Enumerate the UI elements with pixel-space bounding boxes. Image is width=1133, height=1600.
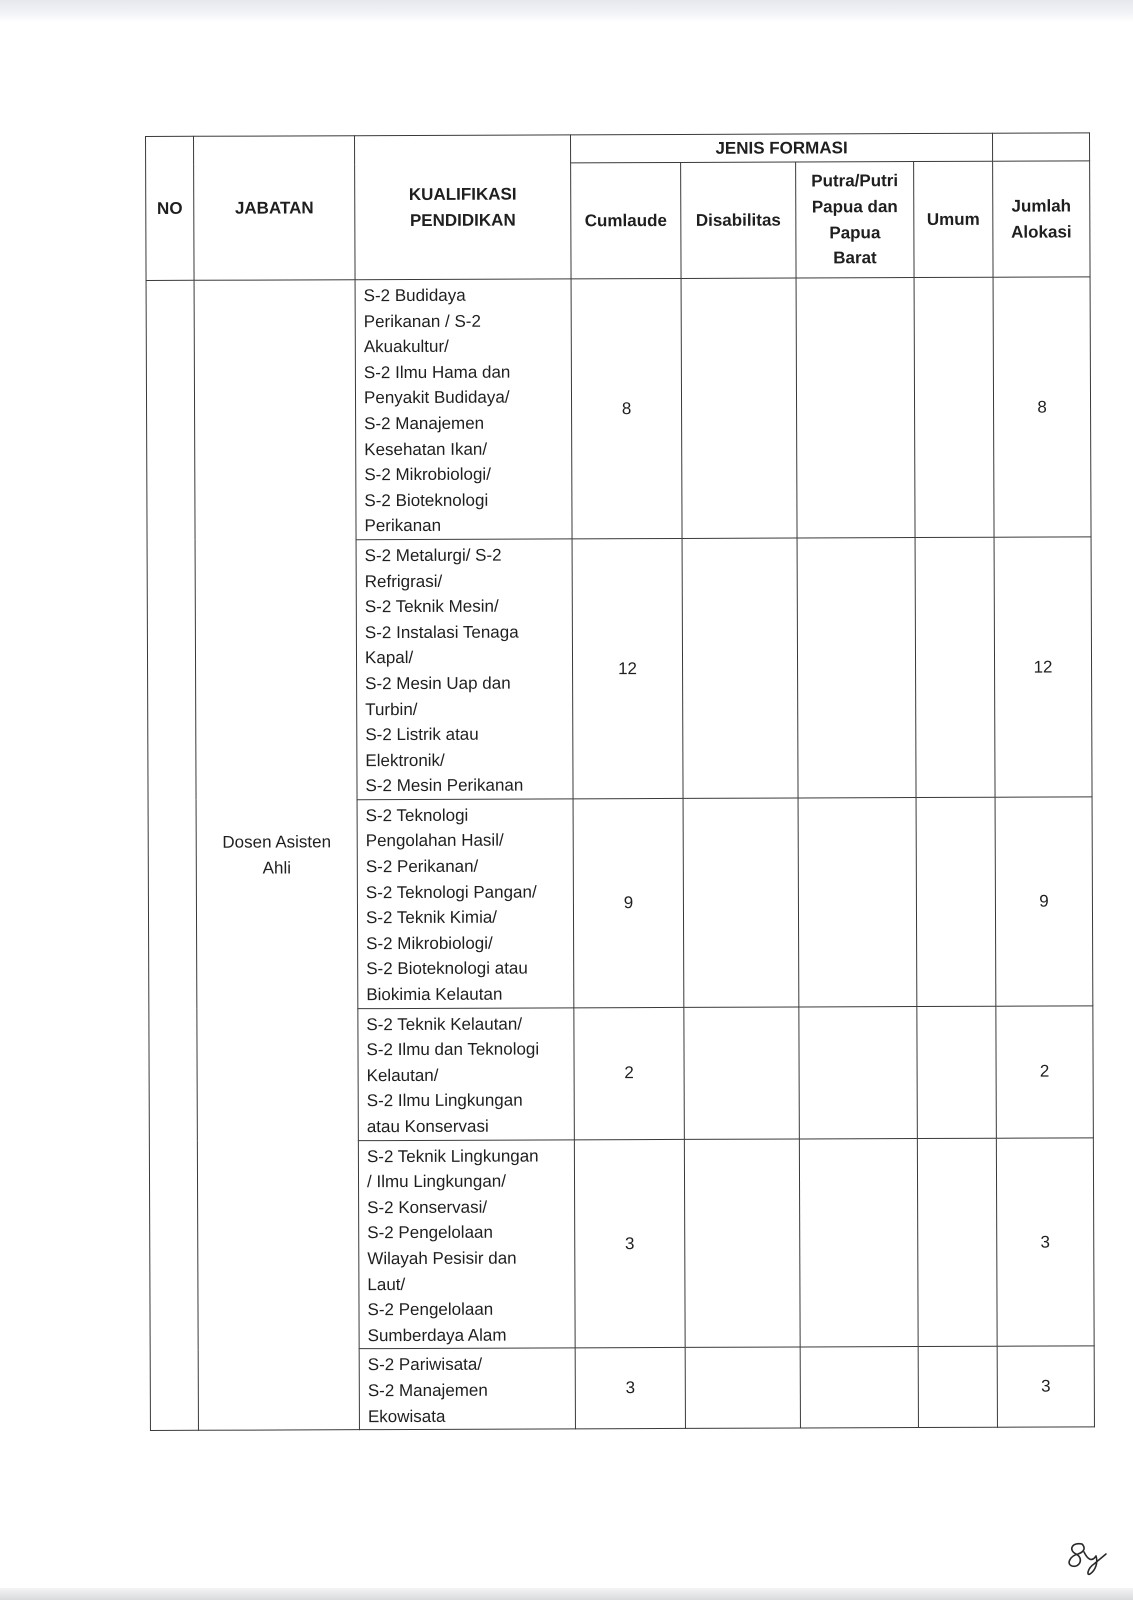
- jabatan-cell: Dosen Asisten Ahli: [194, 280, 359, 1431]
- disabilitas-cell: [684, 1139, 800, 1348]
- umum-cell: [914, 277, 994, 537]
- disabilitas-cell: [684, 1007, 800, 1139]
- papua-cell: [799, 1006, 918, 1138]
- cumlaude-cell: 2: [574, 1007, 685, 1139]
- header-blank-cell: [992, 133, 1089, 161]
- jumlah-alokasi-cell: 12: [994, 537, 1092, 797]
- header-jumlah-alokasi: Jumlah Alokasi: [993, 161, 1090, 277]
- umum-cell: [916, 797, 996, 1006]
- jumlah-alokasi-cell: 8: [993, 277, 1091, 537]
- scan-edge-bottom: [0, 1588, 1133, 1600]
- disabilitas-cell: [685, 1347, 800, 1428]
- cumlaude-cell: 3: [574, 1139, 685, 1348]
- cumlaude-cell: 9: [573, 798, 684, 1007]
- handwritten-signature-icon: [1062, 1538, 1110, 1578]
- papua-cell: [800, 1347, 918, 1428]
- header-disabilitas: Disabilitas: [681, 162, 796, 278]
- jumlah-alokasi-cell: 2: [996, 1005, 1094, 1137]
- kualifikasi-cell: S-2 Budidaya Perikanan / S-2 Akuakultur/ S-2 Ilmu Hama dan Penyakit Budidaya/ S-2 Manajemen Kesehatan Ikan/ S-2 Mikrobiologi/ S-2 Bioteknologi Perikanan: [355, 279, 572, 540]
- header-cumlaude: Cumlaude: [571, 162, 681, 278]
- disabilitas-cell: [682, 538, 798, 798]
- papua-cell: [799, 1138, 918, 1347]
- jumlah-alokasi-cell: 3: [996, 1137, 1094, 1346]
- disabilitas-cell: [681, 278, 797, 538]
- formasi-sheet: [145, 132, 1094, 1431]
- cumlaude-cell: 3: [575, 1348, 685, 1429]
- scan-edge-top: [0, 0, 1133, 22]
- kualifikasi-cell: S-2 Metalurgi/ S-2 Refrigrasi/ S-2 Teknik Mesin/ S-2 Instalasi Tenaga Kapal/ S-2 Mesin Uap dan Turbin/ S-2 Listrik atau Elektronik/ S-2 Mesin Perikanan: [356, 539, 573, 800]
- kualifikasi-cell: S-2 Pariwisata/ S-2 Manajemen Ekowisata: [359, 1348, 575, 1430]
- papua-cell: [797, 537, 916, 797]
- formasi-table: [145, 132, 1095, 1431]
- umum-cell: [915, 537, 995, 797]
- no-cell: [146, 280, 198, 1430]
- kualifikasi-cell: S-2 Teknologi Pengolahan Hasil/ S-2 Perikanan/ S-2 Teknologi Pangan/ S-2 Teknik Kimia/ S-2 Mikrobiologi/ S-2 Bioteknologi atau Biokimia Kelautan: [357, 799, 574, 1009]
- umum-cell: [917, 1006, 997, 1138]
- umum-cell: [918, 1347, 997, 1428]
- jumlah-alokasi-cell: 9: [995, 797, 1093, 1006]
- header-jenis-formasi: JENIS FORMASI: [570, 133, 992, 163]
- header-no: NO: [146, 136, 195, 280]
- disabilitas-cell: [683, 798, 799, 1007]
- cumlaude-cell: 8: [571, 278, 682, 538]
- header-jabatan: JABATAN: [194, 136, 356, 281]
- kualifikasi-cell: S-2 Teknik Kelautan/ S-2 Ilmu dan Teknologi Kelautan/ S-2 Ilmu Lingkungan atau Konservasi: [358, 1007, 575, 1140]
- table-row: [146, 277, 1091, 541]
- header-putra-putri-papua: Putra/Putri Papua dan Papua Barat: [796, 162, 914, 278]
- kualifikasi-cell: S-2 Teknik Lingkungan / Ilmu Lingkungan/ S-2 Konservasi/ S-2 Pengelolaan Wilayah Pesisir dan Laut/ S-2 Pengelolaan Sumberdaya Alam: [358, 1139, 575, 1349]
- cumlaude-cell: 12: [572, 538, 683, 798]
- header-kualifikasi-pendidikan: KUALIFIKASI PENDIDIKAN: [355, 135, 572, 280]
- jumlah-alokasi-cell: 3: [997, 1346, 1094, 1427]
- papua-cell: [796, 278, 915, 538]
- umum-cell: [917, 1138, 997, 1347]
- header-umum: Umum: [914, 161, 993, 277]
- papua-cell: [798, 797, 917, 1006]
